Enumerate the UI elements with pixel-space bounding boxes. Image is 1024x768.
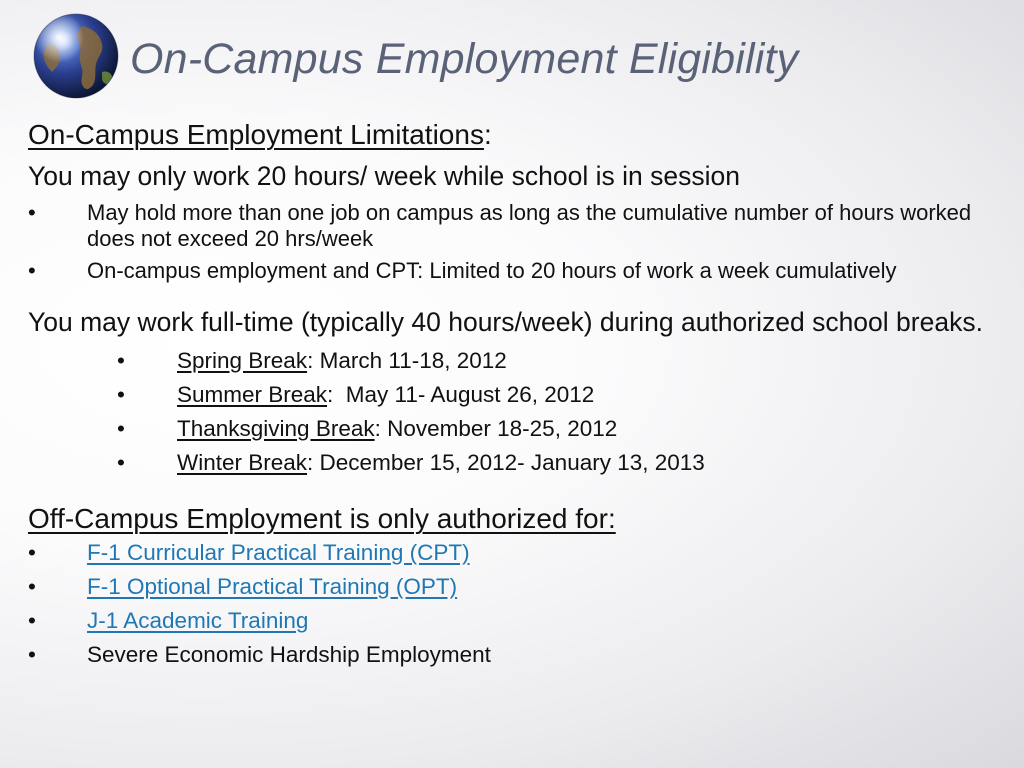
section1-heading: [28, 118, 1003, 152]
section1-bullet-text: On-campus employment and CPT: Limited to 20 hours of work a week cumulatively: [87, 258, 897, 283]
break-dates: : March 11-18, 2012: [307, 348, 507, 373]
bullet-icon: •: [28, 642, 36, 667]
opt-link[interactable]: F-1 Optional Practical Training (OPT): [87, 574, 458, 599]
break-name: Summer Break: [177, 382, 328, 407]
break-dates: : May 11- August 26, 2012: [327, 382, 595, 407]
break-item: [28, 412, 1003, 446]
section1-bullet: [28, 258, 1003, 284]
breaks-list: [28, 344, 1003, 480]
bullet-icon: •: [117, 450, 125, 475]
off-campus-item: [28, 536, 1003, 570]
off-campus-list: [28, 536, 1003, 672]
off-campus-item: [28, 604, 1003, 638]
hardship-text: Severe Economic Hardship Employment: [87, 642, 491, 667]
section3-heading: [28, 502, 1003, 536]
globe-icon: [32, 12, 120, 100]
bullet-icon: •: [28, 540, 36, 565]
section1-bullet-list: [28, 200, 1003, 284]
break-name: Thanksgiving Break: [177, 416, 375, 441]
off-campus-item: [28, 638, 1003, 672]
break-item: [28, 344, 1003, 378]
break-item: [28, 446, 1003, 480]
slide-title: On-Campus Employment Eligibility: [130, 35, 799, 83]
bullet-icon: •: [117, 348, 125, 373]
bullet-icon: •: [117, 416, 125, 441]
slide-content: [28, 118, 1003, 672]
bullet-icon: •: [28, 608, 36, 633]
cpt-link[interactable]: F-1 Curricular Practical Training (CPT): [87, 540, 470, 565]
section1-heading-text: On-Campus Employment Limitations: [28, 119, 484, 150]
break-dates: : November 18-25, 2012: [374, 416, 618, 441]
bullet-icon: •: [117, 382, 125, 407]
bullet-icon: •: [28, 574, 36, 599]
off-campus-item: [28, 570, 1003, 604]
section2-text: You may work full-time (typically 40 hours/week) during authorized school breaks.: [28, 307, 983, 337]
section3-heading-text: Off-Campus Employment is only authorized for:: [28, 503, 616, 534]
break-item: [28, 378, 1003, 412]
break-name: Spring Break: [177, 348, 308, 373]
bullet-icon: •: [28, 258, 36, 283]
section1-subheading: You may only work 20 hours/ week while school is in session: [28, 161, 740, 191]
section1-bullet-text: May hold more than one job on campus as long as the cumulative number of hours worked does not exceed 20 hrs/week: [87, 200, 972, 251]
break-name: Winter Break: [177, 450, 308, 475]
academic-training-link[interactable]: J-1 Academic Training: [87, 608, 309, 633]
bullet-icon: •: [28, 200, 36, 225]
section1-bullet: [28, 200, 1003, 252]
section1-heading-colon: :: [483, 119, 492, 150]
break-dates: : December 15, 2012- January 13, 2013: [307, 450, 705, 475]
